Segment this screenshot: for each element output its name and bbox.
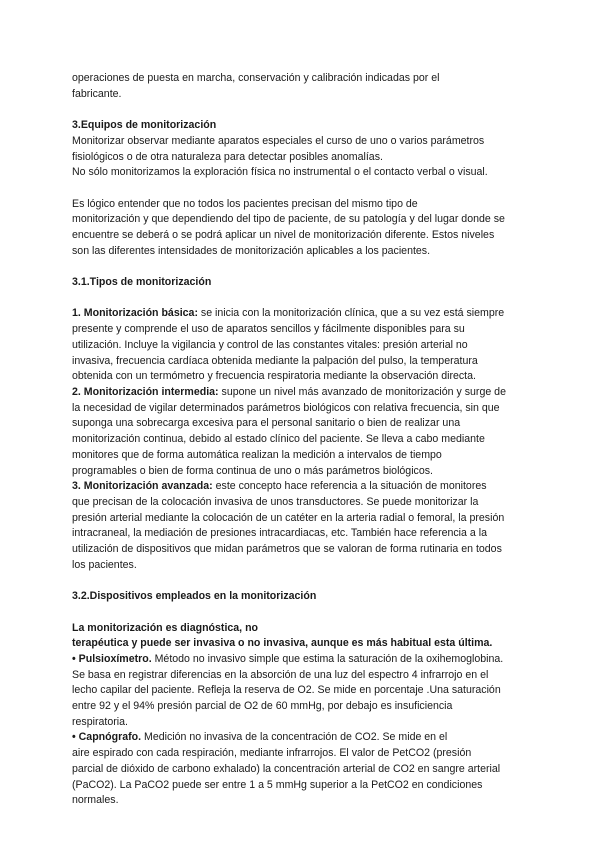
document-page: [72, 71, 532, 809]
intro-line: operaciones de puesta en marcha, conservación y calibración indicadas por el: [72, 72, 440, 84]
pulse-oximeter-item: • Pulsioxímetro. Método no invasivo simple que estima la saturación de la oxihemoglobina. Se basa en registrar diferencias en la absorción de una luz del espectro 4 infrarrojo en el lecho capilar del paciente. Refleja la reserva de O2. Se mide en porcentaje .Una saturación entre 92 y el 94% presión parcial de O2 de 60 mmHg, por debajo es insuficiencia respiratoria.: [72, 652, 504, 728]
section-3-heading: 3.Equipos de monitorización: [72, 119, 217, 132]
basic-monitoring-item: 1. Monitorización básica: se inicia con la monitorización clínica, que a su vez está siempre presente y comprende el uso de aparatos sencillos y fácilmente disponibles para su utilización. Incluye la vigilancia y control de las constantes vitales: presión arterial no invasiva, frecuencia cardíaca obtenida mediante la palpación del pulso, la temperatura obtenida con un termómetro y frecuencia respiratoria mediante la observación directa.: [72, 307, 505, 383]
pulse-oximeter-label: • Pulsioxímetro.: [72, 652, 152, 665]
section-3-paragraph-1: Monitorizar observar mediante aparatos especiales el curso de uno o varios parámetros fisiológicos o de otra naturaleza para detectar posibles anomalías. No sólo monitorizamos la exploración física no instrumental o el contacto verbal o visual.: [72, 134, 488, 179]
basic-monitoring-label: 1. Monitorización básica:: [72, 307, 198, 320]
capnograph-item: • Capnógrafo. Medición no invasiva de la concentración de CO2. Se mide en el aire espirado con cada respiración, mediante infrarrojos. El valor de PetCO2 (presión parcial de dióxido de carbono exhalado) la concentración arterial de CO2 en sangre arterial (PaCO2). La PaCO2 puede ser entre 1 a 5 mmHg superior a la PetCO2 en condiciones normales.: [72, 731, 501, 807]
intro-paragraph: [72, 71, 532, 102]
section-3-1-heading: 3.1.Tipos de monitorización: [72, 276, 212, 289]
intro-line: fabricante.: [72, 87, 122, 100]
advanced-monitoring-item: 3. Monitorización avanzada: este concepto hace referencia a la situación de monitores que precisan de la colocación invasiva de unos transductores. Se puede monitorizar la presión arterial mediante la colocación de un catéter en la arteria radial o femoral, la presión intracraneal, la mediación de presiones intracardiacas, etc. También hace referencia a la utilización de dispositivos que midan parámetros que se valoran de forma rutinaria en todos los pacientes.: [72, 480, 505, 571]
intermediate-monitoring-label: 2. Monitorización intermedia:: [72, 386, 219, 398]
section-3-2-heading: 3.2.Dispositivos empleados en la monitorización: [72, 590, 317, 603]
section-3-paragraph-2: Es lógico entender que no todos los pacientes precisan del mismo tipo de monitorización y que dependiendo del tipo de paciente, de su patología y del lugar donde se encuentre se deberá o se podrá aplicar un nivel de monitorización diferente. Estos niveles son las diferentes intensidades de monitorización aplicables a los pacientes.: [72, 197, 505, 257]
advanced-monitoring-label: 3. Monitorización avanzada:: [72, 480, 213, 493]
section-3-2-bold-intro: La monitorización es diagnóstica, no terapéutica y puede ser invasiva o no invasiva, aunque es más habitual esta última.: [72, 621, 493, 650]
capnograph-label: • Capnógrafo.: [72, 731, 142, 744]
intermediate-monitoring-item: 2. Monitorización intermedia: supone un nivel más avanzado de monitorización y surge de la necesidad de vigilar determinados parámetros biológicos con relativa frecuencia, sin que suponga una sobrecarga excesiva para el personal sanitario o bien de realizar una monitorización continua, debido al estado clínico del paciente. Se lleva a cabo mediante monitores que de forma automática realizan la medición a intervalos de tiempo programables o bien de forma continua de uno o más parámetros biológicos.: [72, 386, 506, 477]
